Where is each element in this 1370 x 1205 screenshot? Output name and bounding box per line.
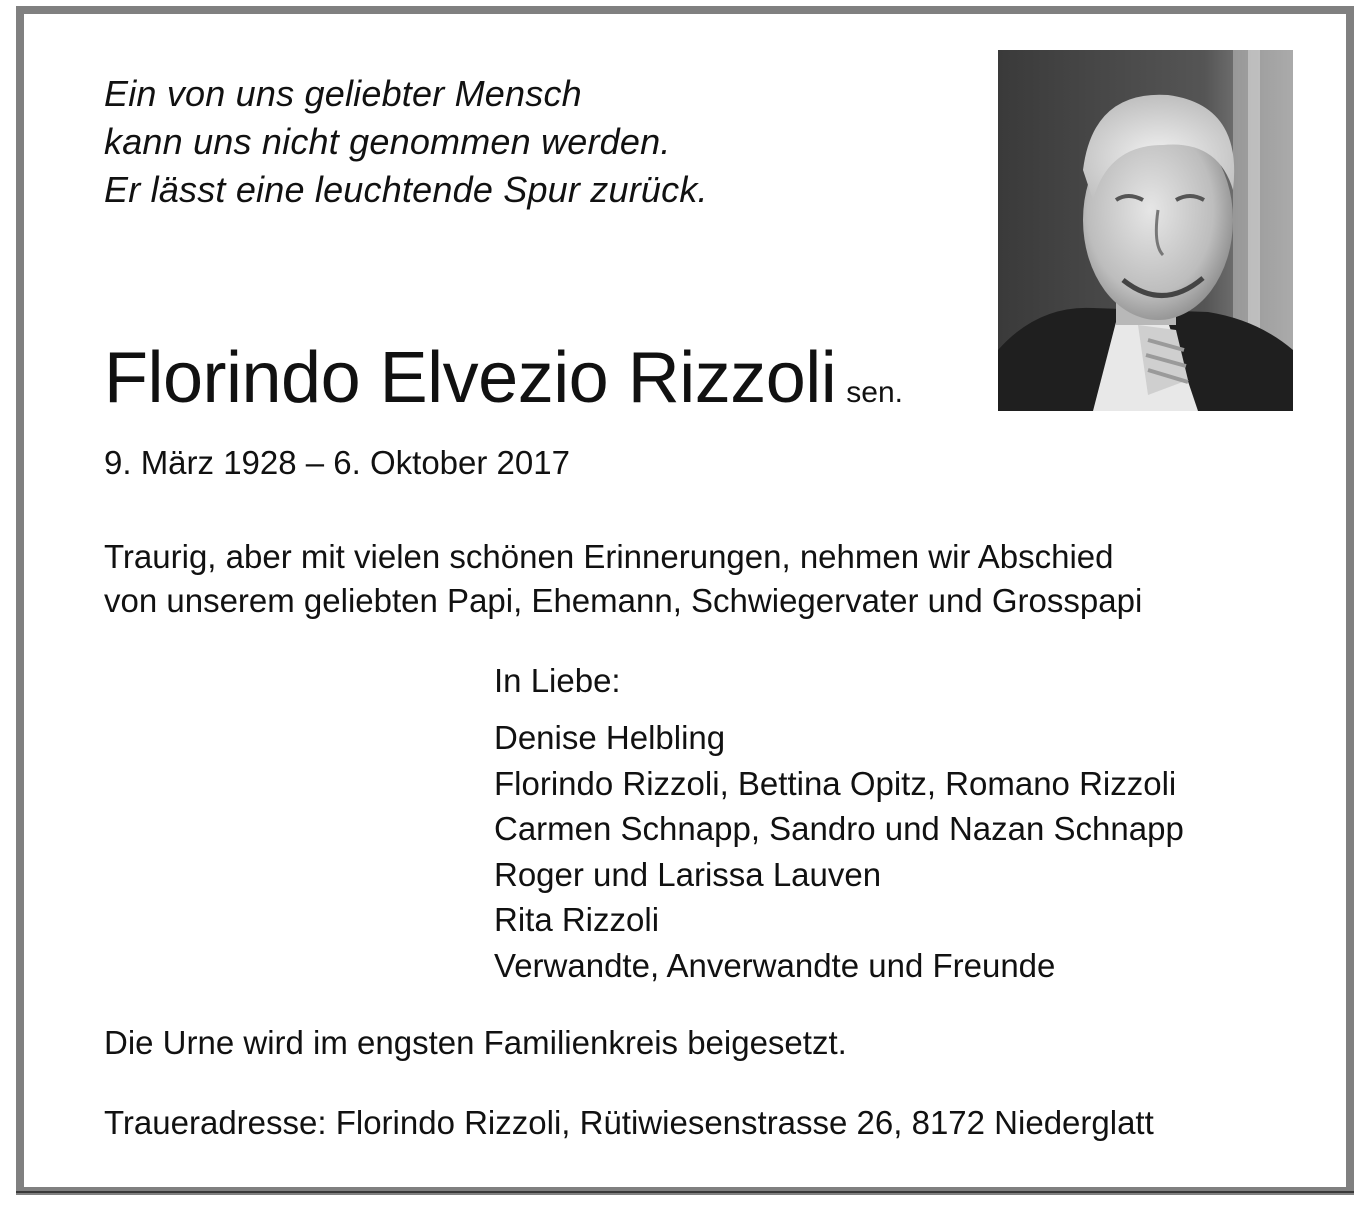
name-suffix: sen. xyxy=(846,376,903,409)
mourner-item: Carmen Schnapp, Sandro und Nazan Schnapp xyxy=(494,810,1184,847)
mourner-item: Florindo Rizzoli, Bettina Opitz, Romano Rizzoli xyxy=(494,764,1177,802)
mourner-item: Roger und Larissa Lauven xyxy=(494,855,882,893)
quote-line: Ein von uns geliebter Mensch xyxy=(104,73,582,114)
bottom-rule xyxy=(16,1191,1354,1193)
intro-line: von unserem geliebten Papi, Ehemann, Schwiegervater und Grosspapi xyxy=(104,582,1143,619)
burial-note: Die Urne wird im engsten Familienkreis beigesetzt. xyxy=(104,1024,847,1061)
life-dates: 9. März 1928 – 6. Oktober 2017 xyxy=(104,444,570,481)
mourners-label: In Liebe: xyxy=(494,662,621,699)
memorial-quote xyxy=(104,70,708,214)
intro-text xyxy=(104,535,1142,623)
quote-line: kann uns nicht genommen werden. xyxy=(104,121,671,162)
mourner-item: Denise Helbling xyxy=(494,719,726,756)
mourner-item: Rita Rizzoli xyxy=(494,901,660,938)
mourning-address: Traueradresse: Florindo Rizzoli, Rütiwiesenstrasse 26, 8172 Niederglatt xyxy=(104,1104,1154,1141)
deceased-name: Florindo Elvezio Rizzoli xyxy=(104,338,837,418)
portrait-photo xyxy=(998,50,1293,411)
quote-line: Er lässt eine leuchtende Spur zurück. xyxy=(104,169,708,210)
mourner-item: Verwandte, Anverwandte und Freunde xyxy=(494,946,1056,984)
intro-line: Traurig, aber mit vielen schönen Erinnerungen, nehmen wir Abschied xyxy=(104,538,1114,575)
deceased-name-line xyxy=(104,334,903,422)
mourners-list xyxy=(494,715,1184,988)
